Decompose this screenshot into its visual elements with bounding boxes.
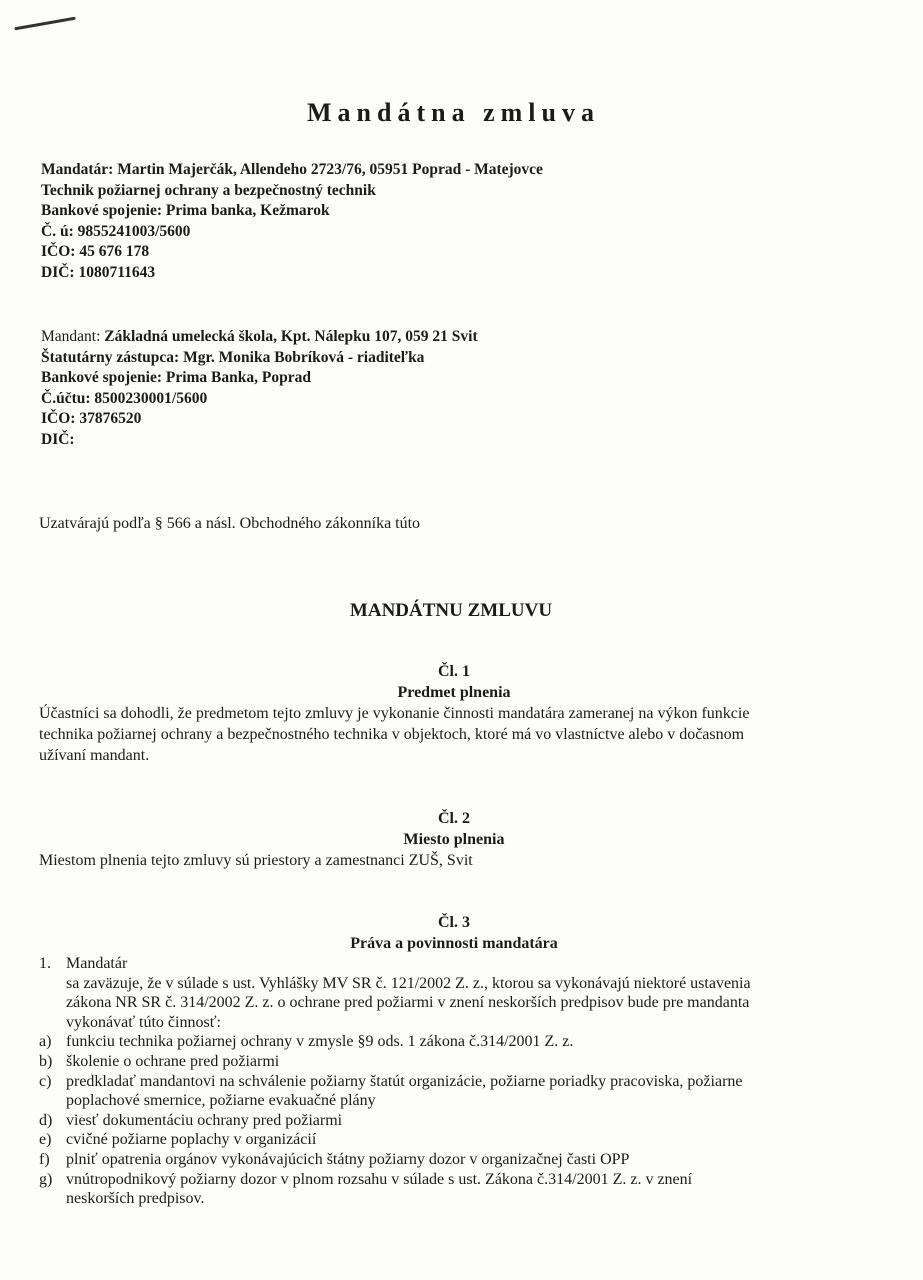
- list-marker: f): [39, 1150, 50, 1168]
- mandant-label: Mandant:: [41, 328, 101, 345]
- mandant-statutory: Štatutárny zástupca: Mgr. Monika Bobríková - riaditeľka: [41, 348, 425, 366]
- mandant-account: Č.účtu: 8500230001/5600: [41, 389, 208, 407]
- paragraph-line: Miestom plnenia tejto zmluvy sú priestory a zamestnanci ZUŠ, Svit: [39, 852, 473, 869]
- contract-heading: MANDÁTNU ZMLUVU: [349, 600, 553, 621]
- mandant-dic: DIČ:: [41, 430, 75, 448]
- list-text: vnútropodnikový požiarny dozor v plnom rozsahu v súlade s ust. Zákona č.314/2001 Z. z. v znení: [66, 1170, 693, 1188]
- list-marker: e): [39, 1131, 52, 1149]
- list-marker: g): [39, 1170, 53, 1188]
- article-name: Práva a povinnosti mandatára: [350, 935, 558, 952]
- list-marker: c): [39, 1072, 52, 1090]
- list-marker: b): [39, 1052, 53, 1070]
- list-text-continuation: neskorších predpisov.: [66, 1190, 205, 1208]
- mandant-block: [41, 327, 478, 450]
- list-text: Mandatár: [66, 955, 128, 972]
- list-item: [39, 1111, 869, 1131]
- list-item: [39, 954, 869, 974]
- paragraph-line: technika požiarnej ochrany a bezpečnostného technika v objektoch, ktoré má vo vlastníctve alebo v dočasnom: [39, 726, 745, 743]
- list-item: [39, 1170, 869, 1190]
- article-name: Miesto plnenia: [403, 831, 505, 848]
- list-text: plniť opatrenia orgánov vykonávajúcich štátny požiarny dozor v organizačnej časti OPP: [66, 1150, 630, 1168]
- intro-text: Uzatvárajú podľa § 566 a násl. Obchodného zákonníka túto: [39, 515, 421, 532]
- article-3: [39, 912, 869, 1209]
- mandatar-bank: Bankové spojenie: Prima banka, Kežmarok: [41, 202, 330, 219]
- mandatar-ico: IČO: 45 676 178: [41, 243, 150, 260]
- list-item: [39, 1052, 869, 1072]
- paragraph-line: užívaní mandant.: [39, 747, 150, 764]
- article-name: Predmet plnenia: [397, 684, 511, 701]
- article-number: Čl. 1: [438, 663, 470, 680]
- mandatar-block: [41, 160, 543, 283]
- article-1: [39, 661, 869, 766]
- list-marker: d): [39, 1111, 53, 1129]
- article-3-body: [39, 954, 869, 1209]
- mandatar-dic: DIČ: 1080711643: [41, 263, 156, 281]
- list-marker: 1.: [39, 955, 51, 972]
- mandatar-name-address: Mandatár: Martin Majerčák, Allendeho 2723/76, 05951 Poprad - Matejovce: [41, 161, 543, 178]
- list-text-continuation: poplachové smernice, požiarne evakuačné plány: [66, 1092, 376, 1110]
- list-text: viesť dokumentáciu ochrany pred požiarmi: [66, 1111, 343, 1129]
- mandatar-account: Č. ú: 9855241003/5600: [41, 222, 191, 240]
- mandant-ico: IČO: 37876520: [41, 410, 142, 427]
- document-title: Mandátna zmluva: [307, 98, 600, 127]
- list-item: [39, 1150, 869, 1170]
- paragraph-line: sa zaväzuje, že v súlade s ust. Vyhlášky MV SR č. 121/2002 Z. z., ktorou sa vykonávajú niektoré ustavenia: [66, 974, 751, 992]
- mandant-name-address: [41, 327, 478, 348]
- list-text: školenie o ochrane pred požiarmi: [66, 1052, 280, 1070]
- list-text: predkladať mandantovi na schválenie požiarny štatút organizácie, požiarne poriadky pracoviska, požiarne: [66, 1072, 743, 1090]
- article-number: Čl. 2: [438, 810, 470, 827]
- paragraph-line: zákona NR SR č. 314/2002 Z. z. o ochrane pred požiarmi v znení neskorších predpisov bude pre mandanta: [66, 994, 750, 1012]
- paragraph-line: Účastníci sa dohodli, že predmetom tejto zmluvy je vykonanie činnosti mandatára zameranej na výkon funkcie: [39, 705, 750, 722]
- list-item: [39, 1032, 869, 1052]
- mandatar-profession: Technik požiarnej ochrany a bezpečnostný technik: [41, 181, 376, 199]
- mandant-name: Základná umelecká škola, Kpt. Nálepku 107, 059 21 Svit: [100, 328, 478, 345]
- article-number: Čl. 3: [438, 914, 470, 931]
- list-item: [39, 1072, 869, 1092]
- list-text: cvičné požiarne poplachy v organizácií: [66, 1131, 317, 1149]
- list-text: funkciu technika požiarnej ochrany v zmysle §9 ods. 1 zákona č.314/2001 Z. z.: [66, 1033, 574, 1051]
- list-item: [39, 1130, 869, 1150]
- pen-mark: [14, 17, 76, 31]
- article-2: [39, 808, 869, 871]
- paragraph-line: vykonávať túto činnosť:: [66, 1013, 221, 1031]
- mandant-bank: Bankové spojenie: Prima Banka, Poprad: [41, 369, 311, 386]
- list-marker: a): [39, 1033, 52, 1051]
